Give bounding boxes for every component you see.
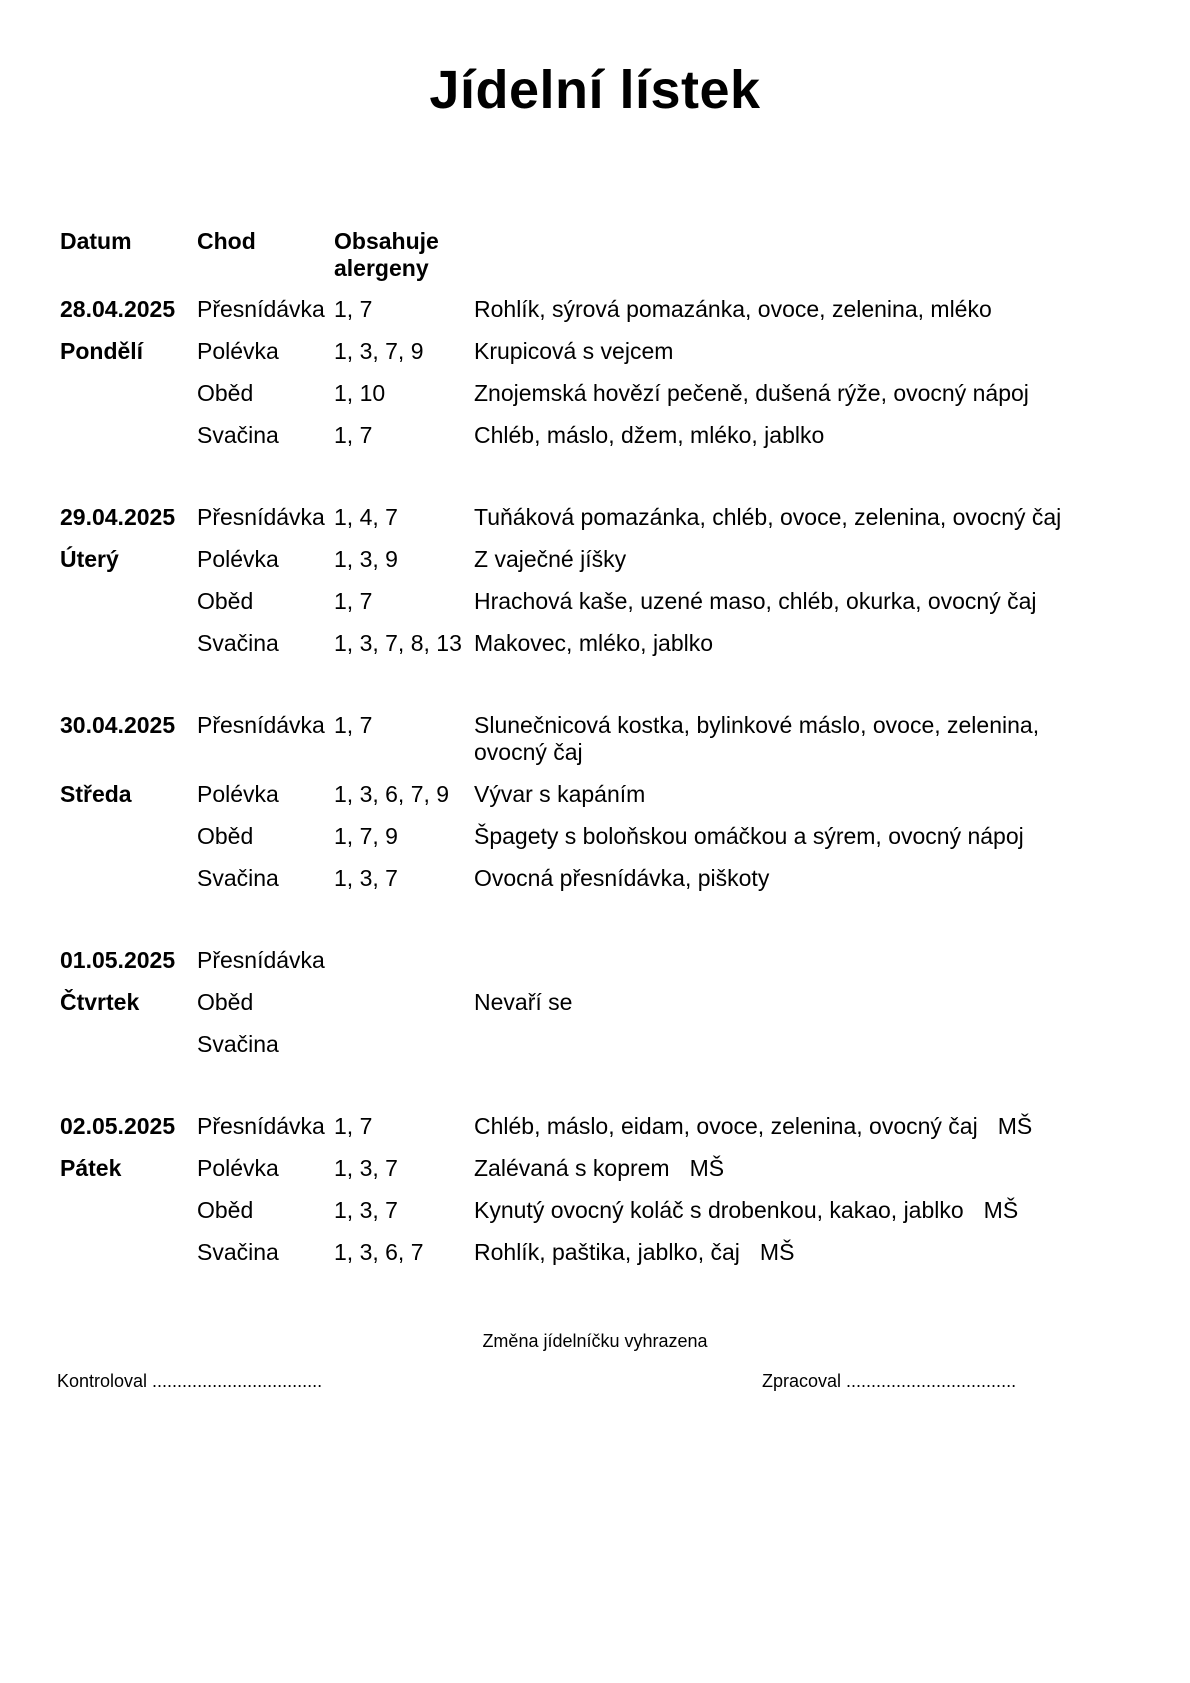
day-block (60, 947, 1120, 1073)
meal-dish: Slunečnicová kostka, bylinkové máslo, ovoce, zelenina, ovocný čaj (474, 712, 1040, 765)
meal-allergens: 1, 7 (334, 422, 373, 448)
day-weekday: Úterý (60, 546, 119, 572)
meal-allergens: 1, 3, 7 (334, 1155, 398, 1181)
meal-row (60, 588, 1120, 630)
day-block (60, 1113, 1120, 1281)
day-weekday: Čtvrtek (60, 989, 140, 1015)
meal-course: Oběd (197, 823, 254, 849)
meal-dish-cell (474, 1155, 1094, 1182)
meal-allergens: 1, 7 (334, 712, 373, 738)
meal-course: Polévka (197, 1155, 279, 1181)
meal-row (60, 338, 1120, 380)
meal-dish-cell (474, 989, 1094, 1016)
header-course: Chod (197, 228, 256, 254)
meal-course: Přesnídávka (197, 504, 325, 530)
meal-dish: Kynutý ovocný koláč s drobenkou, kakao, jablko (474, 1197, 964, 1223)
meal-allergens: 1, 10 (334, 380, 386, 406)
meal-dish-cell (474, 1113, 1094, 1140)
meal-course: Svačina (197, 422, 279, 448)
meal-row (60, 1031, 1120, 1073)
meal-dish: Ovocná přesnídávka, piškoty (474, 865, 770, 891)
meal-course: Polévka (197, 546, 279, 572)
day-date: 01.05.2025 (60, 947, 176, 973)
meal-dish-cell (474, 865, 1094, 892)
meal-course: Přesnídávka (197, 947, 325, 973)
meal-allergens: 1, 3, 6, 7, 9 (334, 781, 450, 807)
meal-dish: Vývar s kapáním (474, 781, 646, 807)
meal-row (60, 947, 1120, 989)
meal-dish: Hrachová kaše, uzené maso, chléb, okurka, ovocný čaj (474, 588, 1037, 614)
meal-dish-cell (474, 630, 1094, 657)
header-allergens: Obsahuje alergeny (334, 228, 439, 281)
meal-dish-cell (474, 380, 1094, 407)
day-block (60, 296, 1120, 464)
day-weekday: Pátek (60, 1155, 122, 1181)
day-date: 30.04.2025 (60, 712, 176, 738)
meal-allergens: 1, 3, 9 (334, 546, 398, 572)
prepared-by-signature-line: Zpracoval .................................. (762, 1371, 1017, 1391)
meal-dish: Znojemská hovězí pečeně, dušená rýže, ovocný nápoj (474, 380, 1029, 406)
page-title: Jídelní lístek (429, 60, 761, 120)
meal-allergens: 1, 7 (334, 296, 373, 322)
days-container (60, 296, 1120, 1281)
meal-course: Oběd (197, 588, 254, 614)
menu-change-note: Změna jídelníčku vyhrazena (482, 1331, 708, 1351)
meal-allergens: 1, 7, 9 (334, 823, 398, 849)
meal-allergens: 1, 3, 7, 9 (334, 338, 424, 364)
meal-allergens: 1, 4, 7 (334, 504, 398, 530)
meal-row (60, 422, 1120, 464)
meal-row (60, 1155, 1120, 1197)
meal-course: Přesnídávka (197, 296, 325, 322)
meal-row (60, 1197, 1120, 1239)
meal-allergens: 1, 3, 7 (334, 1197, 398, 1223)
meal-course: Svačina (197, 865, 279, 891)
meal-dish-cell (474, 823, 1094, 850)
meal-dish: Tuňáková pomazánka, chléb, ovoce, zelenina, ovocný čaj (474, 504, 1062, 530)
day-weekday: Středa (60, 781, 132, 807)
day-date: 02.05.2025 (60, 1113, 176, 1139)
meal-tag: MŠ (689, 1155, 725, 1181)
meal-row (60, 296, 1120, 338)
day-block (60, 504, 1120, 672)
meal-dish-cell (474, 588, 1094, 615)
meal-dish: Rohlík, sýrová pomazánka, ovoce, zelenina, mléko (474, 296, 992, 322)
checked-by-signature-line: Kontroloval .................................. (57, 1371, 323, 1391)
meal-tag: MŠ (759, 1239, 795, 1265)
meal-row (60, 630, 1120, 672)
meal-row (60, 781, 1120, 823)
meal-course: Přesnídávka (197, 1113, 325, 1139)
meal-course: Oběd (197, 380, 254, 406)
meal-course: Polévka (197, 781, 279, 807)
meal-dish: Zalévaná s koprem (474, 1155, 670, 1181)
meal-row (60, 1239, 1120, 1281)
meal-dish: Špagety s boloňskou omáčkou a sýrem, ovocný nápoj (474, 823, 1024, 849)
meal-dish: Nevaří se (474, 989, 573, 1015)
header-date: Datum (60, 228, 132, 254)
meal-course: Polévka (197, 338, 279, 364)
meal-dish-cell (474, 422, 1094, 449)
meal-row (60, 546, 1120, 588)
meal-dish: Chléb, máslo, džem, mléko, jablko (474, 422, 825, 448)
meal-course: Svačina (197, 1239, 279, 1265)
meal-row (60, 989, 1120, 1031)
meal-allergens: 1, 3, 6, 7 (334, 1239, 424, 1265)
meal-dish-cell (474, 1239, 1094, 1266)
meal-row (60, 504, 1120, 546)
meal-row (60, 380, 1120, 422)
meal-dish: Chléb, máslo, eidam, ovoce, zelenina, ovocný čaj (474, 1113, 978, 1139)
meal-course: Oběd (197, 1197, 254, 1223)
meal-dish-cell (474, 546, 1094, 573)
day-date: 28.04.2025 (60, 296, 176, 322)
meal-dish: Makovec, mléko, jablko (474, 630, 714, 656)
meal-course: Svačina (197, 630, 279, 656)
meal-dish: Rohlík, paštika, jablko, čaj (474, 1239, 740, 1265)
meal-tag: MŠ (997, 1113, 1033, 1139)
meal-row (60, 823, 1120, 865)
meal-dish-cell (474, 712, 1094, 766)
meal-dish: Krupicová s vejcem (474, 338, 674, 364)
day-block (60, 712, 1120, 907)
menu-header-row (60, 228, 1120, 296)
meal-dish: Z vaječné jíšky (474, 546, 627, 572)
meal-dish-cell (474, 504, 1094, 531)
day-weekday: Pondělí (60, 338, 144, 364)
meal-dish-cell (474, 338, 1094, 365)
meal-row (60, 712, 1120, 781)
meal-tag: MŠ (983, 1197, 1019, 1223)
day-date: 29.04.2025 (60, 504, 176, 530)
meal-dish-cell (474, 1197, 1094, 1224)
menu-table (60, 228, 1120, 1321)
meal-allergens: 1, 3, 7 (334, 865, 398, 891)
meal-allergens: 1, 3, 7, 8, 13 (334, 630, 462, 656)
meal-allergens: 1, 7 (334, 1113, 373, 1139)
meal-dish-cell (474, 781, 1094, 808)
meal-course: Svačina (197, 1031, 279, 1057)
meal-allergens: 1, 7 (334, 588, 373, 614)
meal-course: Oběd (197, 989, 254, 1015)
meal-row (60, 865, 1120, 907)
meal-dish-cell (474, 296, 1094, 323)
meal-row (60, 1113, 1120, 1155)
meal-course: Přesnídávka (197, 712, 325, 738)
